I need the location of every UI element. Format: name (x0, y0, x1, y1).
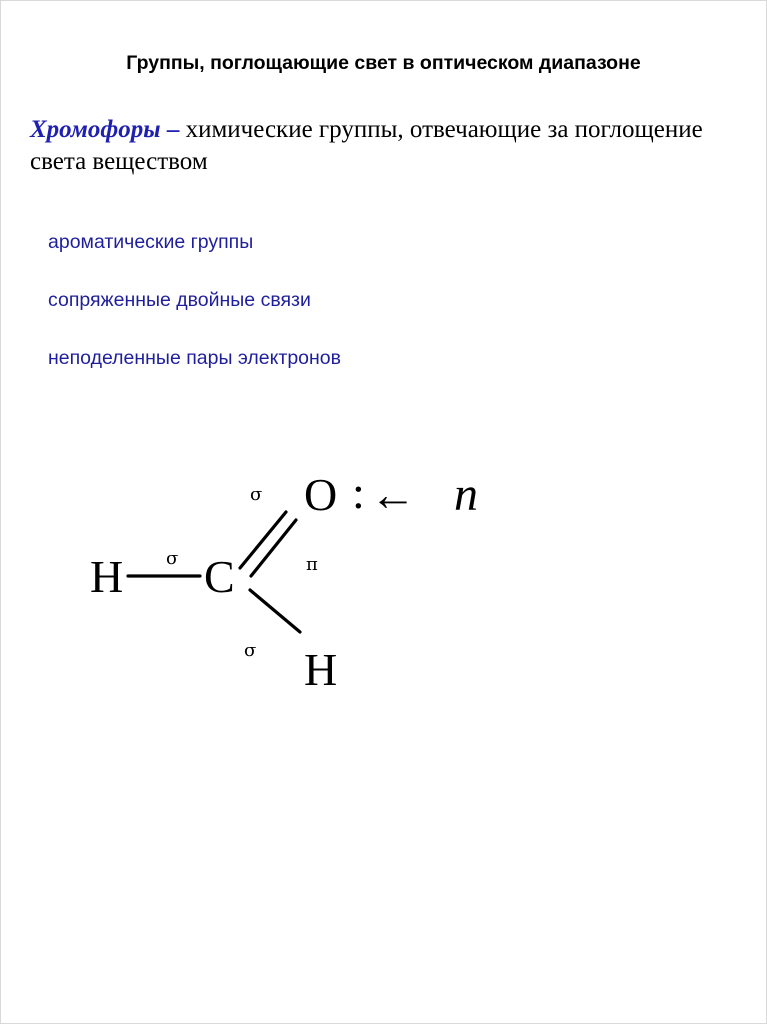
definition-dash: – (166, 116, 180, 143)
sigma-label-c-h: σ (244, 640, 257, 661)
atom-h-left: H (90, 551, 124, 602)
arrow-icon: ← (370, 469, 416, 520)
formaldehyde-structure (70, 440, 530, 720)
pi-label-c-o: π (306, 554, 318, 575)
sigma-label-c-o: σ (250, 484, 263, 505)
slide-title: Группы, поглощающие свет в оптическом диапазоне (126, 52, 641, 74)
list-item-aromatic-groups: ароматические группы (48, 231, 254, 253)
chromophore-definition (30, 114, 730, 178)
sigma-label-h-c: σ (166, 548, 179, 569)
lone-pair-dots: : (352, 467, 365, 518)
structure-diagram (70, 440, 530, 720)
definition-text: химические группы, отвечающие за поглощение света веществом (30, 116, 703, 175)
atom-carbon: C (204, 551, 235, 602)
atom-oxygen: O (304, 469, 338, 520)
n-electrons-label: n (454, 468, 478, 521)
bond-c-h (250, 590, 300, 632)
list-item-conjugated-double-bonds: сопряженные двойные связи (48, 289, 311, 311)
chromophore-groups-list (48, 228, 341, 402)
definition-term: Хромофоры (30, 116, 161, 143)
list-item-lone-electron-pairs: неподеленные пары электронов (48, 347, 341, 369)
atom-h-bottom: H (304, 644, 338, 695)
